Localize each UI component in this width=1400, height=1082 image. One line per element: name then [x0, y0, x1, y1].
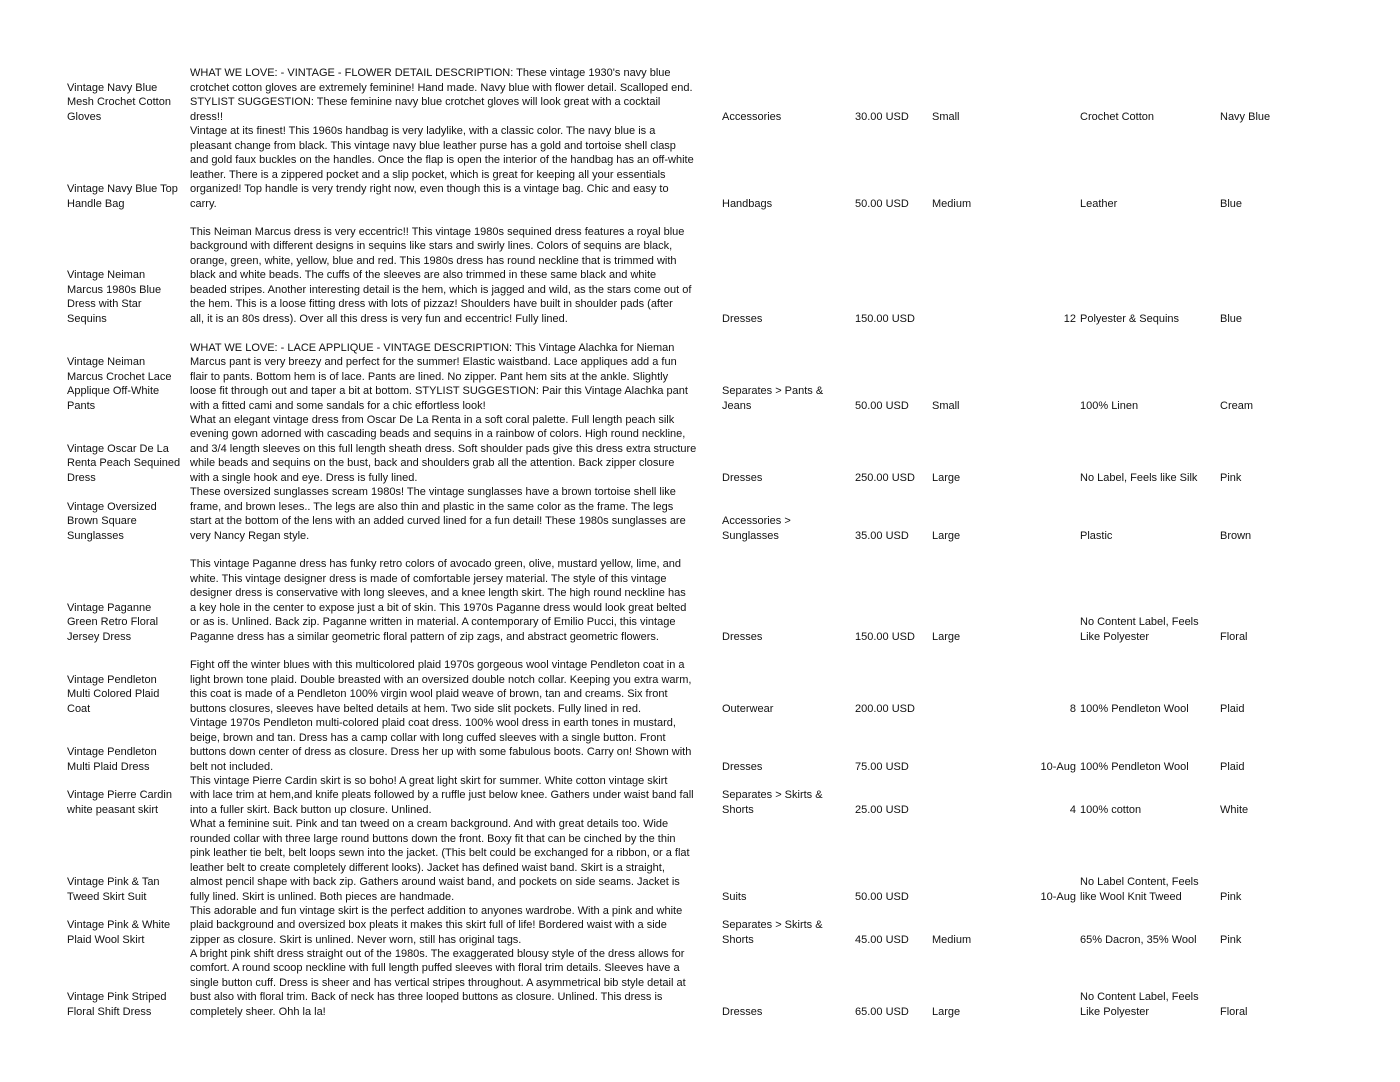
- item-category-cell: Dresses: [722, 760, 763, 773]
- item-material-cell: Crochet Cotton: [1080, 110, 1154, 123]
- item-material-cell: Leather: [1080, 197, 1118, 210]
- item-description-cell: This Neiman Marcus dress is very eccentric!! This vintage 1980s sequined dress features a royal blue background with different designs in sequins like stars and swirly lines. Colors of sequins are black, orange, green, white, yellow, blue and red. This 1980s dress has round neckline that is trimmed with black and white beads. The cuffs of the sleeves are also trimmed in these same black and white beaded stripes. Another interesting detail is the hem, which is jagged and wild, as the stars come out of the hem. This is a loose fitting dress with lots of pizzaz! Shoulders have built in shoulder pads (after all, it is an 80s dress). Over all this dress is very fun and eccentric! Fully lined.: [190, 225, 692, 325]
- item-name-cell: Vintage Oversized Brown Square Sunglasses: [67, 500, 157, 542]
- item-color-cell: Floral: [1220, 1005, 1248, 1018]
- item-size-cell: Small: [932, 399, 960, 412]
- item-price-cell: 50.00 USD: [855, 890, 909, 903]
- item-category-cell: Handbags: [722, 197, 773, 210]
- item-material-cell: Plastic: [1080, 529, 1113, 542]
- item-name-cell: Vintage Pink & White Plaid Wool Skirt: [67, 919, 171, 946]
- item-number-cell: 10-Aug: [1040, 760, 1076, 773]
- item-color-cell: Pink: [1220, 933, 1242, 946]
- item-category-cell: Dresses: [722, 312, 763, 325]
- item-description-cell: These oversized sunglasses scream 1980s! The vintage sunglasses have a brown tortoise shell like frame, and brown leses.. The legs are also thin and plastic in the same color as the frame. The legs start at the bottom of the lens with an added curved lined for a fun detail! These 1980s sunglasses are very Nancy Regan style.: [190, 486, 686, 542]
- item-price-cell: 30.00 USD: [855, 110, 909, 123]
- item-name-cell: Vintage Navy Blue Top Handle Bag: [67, 183, 178, 210]
- item-description-cell: WHAT WE LOVE: - LACE APPLIQUE - VINTAGE DESCRIPTION: This Vintage Alachka for Nieman Marcus pant is very breezy and perfect for the summer! Elastic waistband. Lace appliques add a fun flair to pants. Bottom hem is of lace. Pants are lined. No zipper. Pant hem sits at the ankle. Slightly loose fit through out and taper a bit at bottom. STYLIST SUGGESTION: Pair this Vintage Alachka pant with a fitted cami and some sandals for a chic effortless look!: [190, 341, 688, 412]
- item-size-cell: Medium: [932, 197, 972, 210]
- item-color-cell: Brown: [1220, 529, 1252, 542]
- item-name-cell: Vintage Neiman Marcus 1980s Blue Dress with Star Sequins: [67, 269, 162, 325]
- item-price-cell: 50.00 USD: [855, 399, 909, 412]
- item-category-cell: Separates > Skirts & Shorts: [722, 919, 823, 946]
- item-price-cell: 65.00 USD: [855, 1005, 909, 1018]
- item-price-cell: 45.00 USD: [855, 933, 909, 946]
- item-description-cell: Vintage 1970s Pendleton multi-colored plaid coat dress. 100% wool dress in earth tones in mustard, beige, brown and tan. Dress has a camp collar with long cuffed sleeves with a single button. Front buttons down center of dress as closure. Dress her up with some fabulous boots. Carry on! Shown with belt not included.: [190, 717, 692, 773]
- item-color-cell: Plaid: [1220, 702, 1245, 715]
- item-material-cell: Polyester & Sequins: [1080, 312, 1180, 325]
- item-number-cell: 8: [1069, 702, 1076, 715]
- item-category-cell: Separates > Pants & Jeans: [722, 385, 824, 412]
- item-name-cell: Vintage Neiman Marcus Crochet Lace Applique Off-White Pants: [67, 356, 172, 412]
- item-size-cell: Small: [932, 110, 960, 123]
- item-price-cell: 75.00 USD: [855, 760, 909, 773]
- item-material-cell: 100% Pendleton Wool: [1080, 702, 1189, 715]
- item-name-cell: Vintage Pendleton Multi Colored Plaid Coat: [67, 673, 160, 715]
- item-size-cell: Medium: [932, 933, 972, 946]
- item-description-cell: This vintage Paganne dress has funky retro colors of avocado green, olive, mustard yellow, lime, and white. This vintage designer dress is made of comfortable jersey material. The style of this vintage designer dress is conservative with long sleeves, and a knee length skirt. The high round neckline has a key hole in the center to expose just a bit of skin. This 1970s Paganne dress would look great belted or as is. Unlined. Back zip. Paganne written in material. A contemporary of Emilio Pucci, this vintage Paganne dress has a similar geometric floral pattern of zip zags, and abstract geometric flowers.: [190, 558, 687, 643]
- item-name-cell: Vintage Paganne Green Retro Floral Jersey Dress: [67, 601, 159, 643]
- item-name-cell: Vintage Navy Blue Mesh Crochet Cotton Gloves: [67, 81, 171, 123]
- item-color-cell: Blue: [1220, 312, 1243, 325]
- item-material-cell: No Content Label, Feels Like Polyester: [1080, 616, 1199, 643]
- item-material-cell: No Content Label, Feels Like Polyester: [1080, 991, 1199, 1018]
- item-number-cell: 10-Aug: [1040, 890, 1076, 903]
- item-material-cell: 100% Pendleton Wool: [1080, 760, 1189, 773]
- item-number-cell: 4: [1069, 803, 1076, 816]
- item-price-cell: 35.00 USD: [855, 529, 909, 542]
- item-material-cell: 100% cotton: [1080, 803, 1142, 816]
- item-color-cell: Pink: [1220, 890, 1242, 903]
- item-size-cell: Large: [932, 529, 961, 542]
- item-size-cell: Large: [932, 630, 961, 643]
- item-name-cell: Vintage Pink & Tan Tweed Skirt Suit: [67, 876, 160, 903]
- item-category-cell: Outerwear: [722, 702, 774, 715]
- item-color-cell: White: [1220, 803, 1249, 816]
- item-color-cell: Navy Blue: [1220, 110, 1271, 123]
- item-color-cell: Pink: [1220, 471, 1242, 484]
- item-color-cell: Cream: [1220, 399, 1254, 412]
- item-size-cell: Large: [932, 471, 961, 484]
- item-category-cell: Accessories > Sunglasses: [722, 515, 791, 542]
- item-category-cell: Dresses: [722, 630, 763, 643]
- item-description-cell: Vintage at its finest! This 1960s handbag is very ladylike, with a classic color. The navy blue is a pleasant change from black. This vintage navy blue leather purse has a gold and tortoise shell clasp and gold faux buckles on the handles. Once the flap is open the interior of the handbag has an off-white leather. There is a zippered pocket and a slip pocket, which is great for keeping all your essentials organized! Top handle is very trendy right now, even though this is a vintage bag. Chic and easy to carry.: [190, 125, 694, 210]
- item-description-cell: This vintage Pierre Cardin skirt is so boho! A great light skirt for summer. White cotton vintage skirt with lace trim at hem,and knife pleats followed by a ruffle just below knee. Gathers under waist band fall into a fuller skirt. Back button up closure. Unlined.: [190, 774, 694, 816]
- item-category-cell: Accessories: [722, 110, 782, 123]
- item-description-cell: What an elegant vintage dress from Oscar De La Renta in a soft coral palette. Full length peach silk evening gown adorned with cascading beads and sequins in a rainbow of colors. High round neckline, and 3/4 length sleeves on this full length sheath dress. Soft shoulder pads give this dress extra structure while beads and sequins on the bust, back and shoulders grab all the attention. Back zipper closure with a single hook and eye. Dress is fully lined.: [190, 413, 697, 484]
- item-material-cell: No Label Content, Feels like Wool Knit Tweed: [1080, 876, 1199, 903]
- item-description-cell: This adorable and fun vintage skirt is the perfect addition to anyones wardrobe. With a pink and white plaid background and oversized box pleats it makes this skirt full of life! Bordered waist with a side zipper as closure. Skirt is unlined. Never worn, still has original tags.: [190, 904, 683, 946]
- item-description-cell: What a feminine suit. Pink and tan tweed on a cream background. And with great details too. Wide rounded collar with three large round buttons down the front. Boxy fit that can be cinched by the thin pink leather tie belt, belt loops sewn into the jacket. (This belt could be exchanged for a ribbon, or a flat leather belt to create completely different looks). Jacket has defined waist band. Skirt is a straight, almost pencil shape with back zip. Gathers around waist band, and pockets on side seams. Jacket is fully lined. Skirt is unlined. Both pieces are handmade.: [190, 818, 690, 903]
- item-color-cell: Blue: [1220, 197, 1243, 210]
- item-price-cell: 200.00 USD: [855, 702, 915, 715]
- item-price-cell: 150.00 USD: [855, 312, 915, 325]
- item-color-cell: Floral: [1220, 630, 1248, 643]
- item-price-cell: 150.00 USD: [855, 630, 915, 643]
- item-price-cell: 250.00 USD: [855, 471, 915, 484]
- item-category-cell: Dresses: [722, 471, 763, 484]
- item-number-cell: 12: [1063, 312, 1076, 325]
- item-price-cell: 25.00 USD: [855, 803, 909, 816]
- item-color-cell: Plaid: [1220, 760, 1245, 773]
- item-category-cell: Dresses: [722, 1005, 763, 1018]
- item-category-cell: Separates > Skirts & Shorts: [722, 789, 823, 816]
- item-name-cell: Vintage Pierre Cardin white peasant skirt: [67, 789, 172, 816]
- item-description-cell: A bright pink shift dress straight out of the 1980s. The exaggerated blousy style of the dress allows for comfort. A round scoop neckline with full length puffed sleeves with floral trim details. Sleeves have a single button cuff. Dress is sheer and has vertical stripes throughout. A asymmetrical bib style detail at bust also with floral trim. Back of neck has three looped buttons as closure. Unlined. This dress is completely sheer. Ohh la la!: [190, 947, 686, 1018]
- item-description-cell: Fight off the winter blues with this multicolored plaid 1970s gorgeous wool vintage Pendleton coat in a light brown tone plaid. Double breasted with an oversized double notch collar. Keeping you extra warm, this coat is made of a Pendleton 100% virgin wool plaid weave of brown, tan and creams. Six front buttons closures, sleeves have belted details at hem. Two side slit pockets. Fully lined in red.: [190, 659, 692, 715]
- item-category-cell: Suits: [722, 890, 747, 903]
- item-name-cell: Vintage Pink Striped Floral Shift Dress: [67, 991, 167, 1018]
- item-material-cell: 65% Dacron, 35% Wool: [1080, 933, 1197, 946]
- item-material-cell: 100% Linen: [1080, 399, 1139, 412]
- item-size-cell: Large: [932, 1005, 961, 1018]
- item-name-cell: Vintage Oscar De La Renta Peach Sequined Dress: [67, 442, 181, 484]
- item-name-cell: Vintage Pendleton Multi Plaid Dress: [67, 746, 157, 773]
- item-price-cell: 50.00 USD: [855, 197, 909, 210]
- item-material-cell: No Label, Feels like Silk: [1080, 471, 1198, 484]
- item-description-cell: WHAT WE LOVE: - VINTAGE - FLOWER DETAIL DESCRIPTION: These vintage 1930's navy blue crotchet cotton gloves are extremely feminine! Hand made. Navy blue with flower detail. Scalloped end. STYLIST SUGGESTION: These feminine navy blue crotchet gloves will look great with a cocktail dress!!: [190, 67, 693, 123]
